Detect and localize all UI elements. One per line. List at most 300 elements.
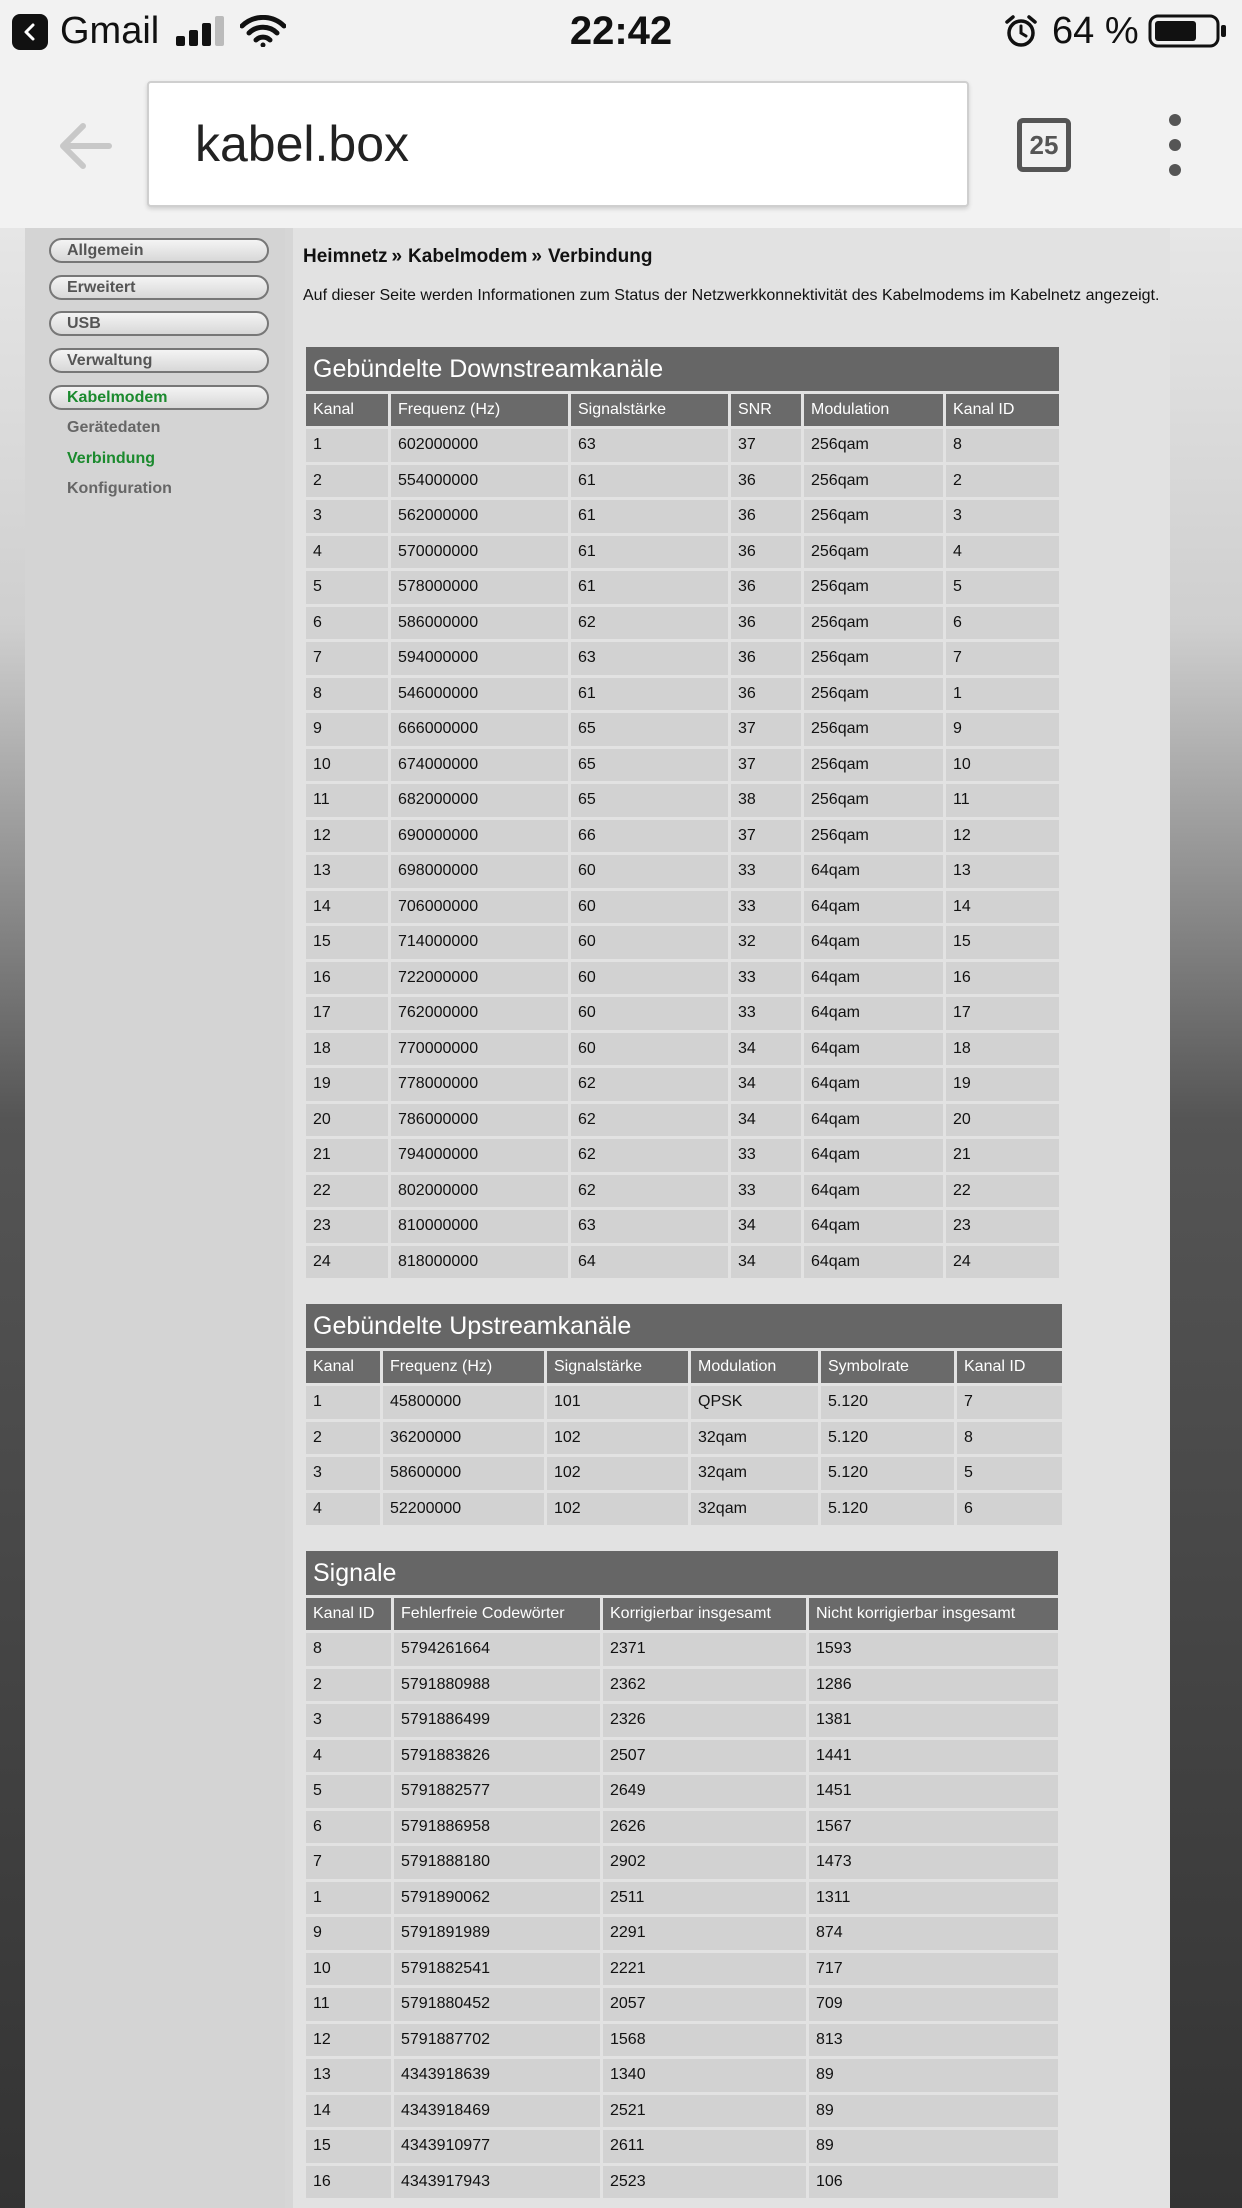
clock-time: 22:42 (569, 8, 673, 53)
column-header: Kanal ID (957, 1351, 1062, 1383)
table-cell: 5791880452 (394, 1988, 600, 2021)
table-cell: 5791888180 (394, 1846, 600, 1879)
table-cell: 256qam (804, 784, 943, 817)
table-cell: 64qam (804, 962, 943, 995)
tabs-icon[interactable]: 25 (1017, 118, 1071, 172)
table-cell: 5.120 (821, 1493, 954, 1526)
signals-table (303, 1548, 1061, 2201)
column-header: SNR (731, 394, 801, 426)
table-cell: 6 (946, 607, 1059, 640)
table-cell: 4343918639 (394, 2059, 600, 2092)
table-cell: 2057 (603, 1988, 806, 2021)
web-page (0, 228, 1242, 2208)
table-cell: 256qam (804, 713, 943, 746)
column-header: Signalstärke (547, 1351, 688, 1383)
table-cell: 45800000 (383, 1386, 544, 1419)
table-cell: 13 (306, 2059, 391, 2092)
table-title: Gebündelte Upstreamkanäle (306, 1304, 1062, 1348)
alarm-icon (1004, 0, 1038, 62)
table-cell: 546000000 (391, 678, 568, 711)
table-cell: 36 (731, 500, 801, 533)
table-cell: 64qam (804, 1246, 943, 1279)
table-cell: 19 (946, 1068, 1059, 1101)
table-cell: 34 (731, 1033, 801, 1066)
table-cell: 666000000 (391, 713, 568, 746)
table-cell: 770000000 (391, 1033, 568, 1066)
table-cell: 4343917943 (394, 2166, 600, 2199)
table-cell: 15 (306, 926, 388, 959)
table-row (306, 1704, 1058, 1737)
table-cell: 2371 (603, 1633, 806, 1666)
table-cell: 256qam (804, 820, 943, 853)
table-cell: 19 (306, 1068, 388, 1101)
table-cell: 1 (306, 1882, 391, 1915)
column-header: Fehlerfreie Codewörter (394, 1598, 600, 1630)
table-cell: 2 (946, 465, 1059, 498)
table-row (306, 465, 1059, 498)
table-row (306, 1104, 1059, 1137)
breadcrumb-separator: » (391, 246, 403, 267)
back-arrow-icon[interactable] (50, 116, 120, 176)
breadcrumb (303, 246, 652, 268)
column-header: Symbolrate (821, 1351, 954, 1383)
table-cell: 2 (306, 1669, 391, 1702)
table-cell: 6 (306, 1811, 391, 1844)
breadcrumb-heimnetz[interactable]: Heimnetz (303, 246, 388, 267)
table-cell: 64qam (804, 926, 943, 959)
table-cell: 64 (571, 1246, 728, 1279)
table-row (306, 1882, 1058, 1915)
table-cell: 36 (731, 607, 801, 640)
browser-toolbar (0, 62, 1242, 228)
downstream-table (303, 344, 1062, 1281)
column-header: Kanal ID (306, 1598, 391, 1630)
table-cell: 4 (306, 1493, 380, 1526)
table-cell: 32qam (691, 1457, 818, 1490)
table-cell: 106 (809, 2166, 1058, 2199)
table-cell: 794000000 (391, 1139, 568, 1172)
table-cell: 2291 (603, 1917, 806, 1950)
table-cell: 256qam (804, 571, 943, 604)
table-row (306, 713, 1059, 746)
table-row (306, 2166, 1058, 2199)
table-cell: 62 (571, 607, 728, 640)
table-cell: 874 (809, 1917, 1058, 1950)
table-row (306, 784, 1059, 817)
table-cell: 813 (809, 2024, 1058, 2057)
table-cell: 33 (731, 855, 801, 888)
table-row (306, 1033, 1059, 1066)
table-cell: 61 (571, 465, 728, 498)
table-cell: 1 (306, 1386, 380, 1419)
table-cell: 10 (306, 1953, 391, 1986)
table-cell: 256qam (804, 749, 943, 782)
table-cell: 690000000 (391, 820, 568, 853)
table-cell: 11 (946, 784, 1059, 817)
table-cell: 33 (731, 997, 801, 1030)
table-cell: 22 (946, 1175, 1059, 1208)
column-header: Kanal (306, 394, 388, 426)
table-cell: 63 (571, 1210, 728, 1243)
table-cell: 14 (946, 891, 1059, 924)
table-cell: 256qam (804, 500, 943, 533)
table-cell: 1286 (809, 1669, 1058, 1702)
back-app-label[interactable]: Gmail (60, 9, 160, 52)
table-cell: 65 (571, 749, 728, 782)
table-row (306, 607, 1059, 640)
breadcrumb-kabelmodem[interactable]: Kabelmodem (408, 246, 528, 267)
table-cell: 1473 (809, 1846, 1058, 1879)
table-cell: 61 (571, 500, 728, 533)
table-row (306, 1740, 1058, 1773)
table-cell: 64qam (804, 997, 943, 1030)
column-header: Frequenz (Hz) (383, 1351, 544, 1383)
table-cell: 802000000 (391, 1175, 568, 1208)
table-cell: 5791890062 (394, 1882, 600, 1915)
table-cell: 61 (571, 571, 728, 604)
table-cell: 24 (946, 1246, 1059, 1279)
table-cell: 10 (946, 749, 1059, 782)
table-cell: 5791886958 (394, 1811, 600, 1844)
table-cell: 256qam (804, 536, 943, 569)
table-cell: 709 (809, 1988, 1058, 2021)
table-cell: 5.120 (821, 1457, 954, 1490)
table-cell: 2362 (603, 1669, 806, 1702)
table-cell: 17 (946, 997, 1059, 1030)
table-cell: 13 (946, 855, 1059, 888)
column-header: Modulation (691, 1351, 818, 1383)
table-cell: 101 (547, 1386, 688, 1419)
table-cell: 5791886499 (394, 1704, 600, 1737)
sidebar-subitem-konfiguration[interactable]: Konfiguration (67, 480, 172, 497)
table-header-row (306, 394, 1059, 426)
table-cell: 5 (946, 571, 1059, 604)
table-cell: 20 (946, 1104, 1059, 1137)
table-cell: 4 (306, 536, 388, 569)
table-cell: 22 (306, 1175, 388, 1208)
table-row (306, 749, 1059, 782)
table-cell: 256qam (804, 642, 943, 675)
table-title: Signale (306, 1551, 1058, 1595)
sidebar-item-kabelmodem[interactable]: Kabelmodem (49, 385, 269, 410)
table-cell: 778000000 (391, 1068, 568, 1101)
table-cell: 36 (731, 536, 801, 569)
table-cell: 64qam (804, 1210, 943, 1243)
url-text[interactable]: kabel.box (195, 116, 410, 172)
table-cell: 2626 (603, 1811, 806, 1844)
column-header: Nicht korrigierbar insgesamt (809, 1598, 1058, 1630)
table-row (306, 1175, 1059, 1208)
table-cell: 32qam (691, 1422, 818, 1455)
table-cell: 1 (946, 678, 1059, 711)
table-cell: 60 (571, 891, 728, 924)
table-cell: 5791887702 (394, 2024, 600, 2057)
table-cell: 62 (571, 1104, 728, 1137)
table-cell: 7 (946, 642, 1059, 675)
table-cell: 18 (306, 1033, 388, 1066)
table-cell: 62 (571, 1175, 728, 1208)
table-cell: 256qam (804, 429, 943, 462)
table-row (306, 429, 1059, 462)
table-cell: 562000000 (391, 500, 568, 533)
sidebar (25, 228, 285, 2208)
table-cell: 12 (306, 820, 388, 853)
table-cell: 64qam (804, 1068, 943, 1101)
status-bar (0, 0, 1242, 62)
intro-text: Auf dieser Seite werden Informationen zum Status der Netzwerkkonnektivität des Kabelmodems im Kabelnetz angezeigt. (303, 287, 1160, 304)
table-cell: 8 (957, 1422, 1062, 1455)
table-cell: 1451 (809, 1775, 1058, 1808)
table-cell: 717 (809, 1953, 1058, 1986)
table-cell: 5791883826 (394, 1740, 600, 1773)
table-cell: 58600000 (383, 1457, 544, 1490)
table-cell: 2221 (603, 1953, 806, 1986)
table-cell: 818000000 (391, 1246, 568, 1279)
table-row (306, 571, 1059, 604)
table-cell: 36 (731, 678, 801, 711)
table-row (306, 1457, 1062, 1490)
table-cell: 682000000 (391, 784, 568, 817)
table-cell: 34 (731, 1104, 801, 1137)
table-cell: 14 (306, 2095, 391, 2128)
table-cell: 5 (957, 1457, 1062, 1490)
table-cell: 32 (731, 926, 801, 959)
table-cell: 8 (946, 429, 1059, 462)
table-cell: 60 (571, 962, 728, 995)
table-cell: 1441 (809, 1740, 1058, 1773)
table-cell: 3 (306, 1704, 391, 1737)
table-cell: 5791891989 (394, 1917, 600, 1950)
table-cell: 4 (306, 1740, 391, 1773)
table-cell: 62 (571, 1139, 728, 1172)
table-row (306, 1988, 1058, 2021)
table-cell: 1381 (809, 1704, 1058, 1737)
column-header: Kanal ID (946, 394, 1059, 426)
router-ui (25, 228, 1170, 2208)
table-cell: 9 (946, 713, 1059, 746)
table-cell: 13 (306, 855, 388, 888)
table-row (306, 1139, 1059, 1172)
table-cell: 63 (571, 642, 728, 675)
table-row (306, 820, 1059, 853)
table-cell: 2902 (603, 1846, 806, 1879)
table-cell: 61 (571, 536, 728, 569)
table-cell: 714000000 (391, 926, 568, 959)
menu-dots-icon[interactable] (1160, 114, 1190, 176)
sidebar-item-erweitert[interactable]: Erweitert (49, 275, 269, 300)
table-cell: 2649 (603, 1775, 806, 1808)
sidebar-item-allgemein[interactable]: Allgemein (49, 238, 269, 263)
table-cell: 89 (809, 2130, 1058, 2163)
table-cell: 5791882541 (394, 1953, 600, 1986)
table-row (306, 1386, 1062, 1419)
table-cell: 66 (571, 820, 728, 853)
table-cell: 33 (731, 962, 801, 995)
table-cell: 5 (306, 571, 388, 604)
table-cell: 63 (571, 429, 728, 462)
table-cell: 11 (306, 784, 388, 817)
table-cell: 60 (571, 926, 728, 959)
table-cell: 16 (306, 962, 388, 995)
table-cell: 674000000 (391, 749, 568, 782)
table-cell: 102 (547, 1493, 688, 1526)
table-row (306, 2130, 1058, 2163)
table-cell: 10 (306, 749, 388, 782)
table-cell: 1 (306, 429, 388, 462)
table-cell: 5794261664 (394, 1633, 600, 1666)
table-row (306, 891, 1059, 924)
table-cell: 64qam (804, 855, 943, 888)
table-cell: 722000000 (391, 962, 568, 995)
table-cell: 2523 (603, 2166, 806, 2199)
table-row (306, 1953, 1058, 1986)
wifi-icon (240, 0, 286, 62)
table-row (306, 962, 1059, 995)
table-cell: 33 (731, 1175, 801, 1208)
table-cell: 5 (306, 1775, 391, 1808)
breadcrumb-separator: » (531, 246, 542, 267)
table-row (306, 1246, 1059, 1279)
table-cell: 14 (306, 891, 388, 924)
table-cell: 89 (809, 2059, 1058, 2092)
table-cell: 786000000 (391, 1104, 568, 1137)
sidebar-subitem-verbindung[interactable]: Verbindung (67, 450, 155, 467)
column-header: Signalstärke (571, 394, 728, 426)
table-cell: 602000000 (391, 429, 568, 462)
table-row (306, 855, 1059, 888)
table-cell: 89 (809, 2095, 1058, 2128)
table-row (306, 678, 1059, 711)
table-row (306, 1811, 1058, 1844)
table-cell: 37 (731, 429, 801, 462)
table-cell: 706000000 (391, 891, 568, 924)
signal-icon (176, 0, 226, 62)
table-row (306, 1846, 1058, 1879)
table-title: Gebündelte Downstreamkanäle (306, 347, 1059, 391)
table-row (306, 1917, 1058, 1950)
table-cell: 578000000 (391, 571, 568, 604)
table-cell: 16 (306, 2166, 391, 2199)
table-cell: 256qam (804, 465, 943, 498)
table-cell: QPSK (691, 1386, 818, 1419)
table-cell: 7 (306, 642, 388, 675)
table-cell: 102 (547, 1457, 688, 1490)
table-cell: 4343918469 (394, 2095, 600, 2128)
table-cell: 698000000 (391, 855, 568, 888)
table-cell: 23 (946, 1210, 1059, 1243)
table-cell: 37 (731, 749, 801, 782)
table-cell: 65 (571, 784, 728, 817)
table-row (306, 1068, 1059, 1101)
table-cell: 2326 (603, 1704, 806, 1737)
table-cell: 6 (957, 1493, 1062, 1526)
table-cell: 38 (731, 784, 801, 817)
upstream-table (303, 1301, 1065, 1528)
sidebar-item-verwaltung[interactable]: Verwaltung (49, 348, 269, 373)
battery-icon (1148, 0, 1228, 62)
back-to-app-icon[interactable] (12, 14, 48, 50)
url-bar[interactable] (147, 81, 969, 207)
table-cell: 21 (306, 1139, 388, 1172)
table-cell: 256qam (804, 607, 943, 640)
table-cell: 8 (306, 1633, 391, 1666)
table-cell: 12 (946, 820, 1059, 853)
table-cell: 65 (571, 713, 728, 746)
table-cell: 36 (731, 465, 801, 498)
table-cell: 37 (731, 820, 801, 853)
battery-percentage: 64 % (1052, 9, 1139, 52)
table-cell: 52200000 (383, 1493, 544, 1526)
table-cell: 102 (547, 1422, 688, 1455)
table-cell: 2507 (603, 1740, 806, 1773)
table-row (306, 1633, 1058, 1666)
table-cell: 64qam (804, 891, 943, 924)
table-cell: 64qam (804, 1175, 943, 1208)
column-header: Frequenz (Hz) (391, 394, 568, 426)
table-cell: 256qam (804, 678, 943, 711)
table-cell: 33 (731, 1139, 801, 1172)
table-row (306, 997, 1059, 1030)
table-cell: 5.120 (821, 1422, 954, 1455)
table-cell: 17 (306, 997, 388, 1030)
table-cell: 2611 (603, 2130, 806, 2163)
table-cell: 34 (731, 1068, 801, 1101)
table-cell: 3 (306, 500, 388, 533)
table-cell: 23 (306, 1210, 388, 1243)
breadcrumb-verbindung: Verbindung (547, 246, 653, 267)
table-cell: 36 (731, 642, 801, 675)
table-row (306, 642, 1059, 675)
table-row (306, 536, 1059, 569)
sidebar-item-usb[interactable]: USB (49, 311, 269, 336)
table-cell: 1568 (603, 2024, 806, 2057)
table-cell: 5791882577 (394, 1775, 600, 1808)
table-cell: 60 (571, 997, 728, 1030)
table-cell: 34 (731, 1246, 801, 1279)
table-cell: 5791880988 (394, 1669, 600, 1702)
table-cell: 64qam (804, 1139, 943, 1172)
table-cell: 7 (306, 1846, 391, 1879)
table-row (306, 1669, 1058, 1702)
table-cell: 62 (571, 1068, 728, 1101)
table-cell: 64qam (804, 1033, 943, 1066)
column-header: Kanal (306, 1351, 380, 1383)
table-cell: 7 (957, 1386, 1062, 1419)
table-cell: 5.120 (821, 1386, 954, 1419)
table-row (306, 1422, 1062, 1455)
table-cell: 1567 (809, 1811, 1058, 1844)
table-row (306, 2095, 1058, 2128)
table-cell: 570000000 (391, 536, 568, 569)
table-cell: 3 (946, 500, 1059, 533)
table-cell: 61 (571, 678, 728, 711)
table-cell: 4 (946, 536, 1059, 569)
table-cell: 594000000 (391, 642, 568, 675)
sidebar-subitem-geraetedaten[interactable]: Gerätedaten (67, 419, 161, 436)
table-cell: 36 (731, 571, 801, 604)
table-cell: 8 (306, 678, 388, 711)
table-cell: 15 (946, 926, 1059, 959)
table-cell: 2 (306, 465, 388, 498)
table-cell: 60 (571, 855, 728, 888)
table-header-row (306, 1351, 1062, 1383)
table-row (306, 1210, 1059, 1243)
table-cell: 1340 (603, 2059, 806, 2092)
table-cell: 36200000 (383, 1422, 544, 1455)
table-cell: 12 (306, 2024, 391, 2057)
table-cell: 15 (306, 2130, 391, 2163)
column-header: Modulation (804, 394, 943, 426)
